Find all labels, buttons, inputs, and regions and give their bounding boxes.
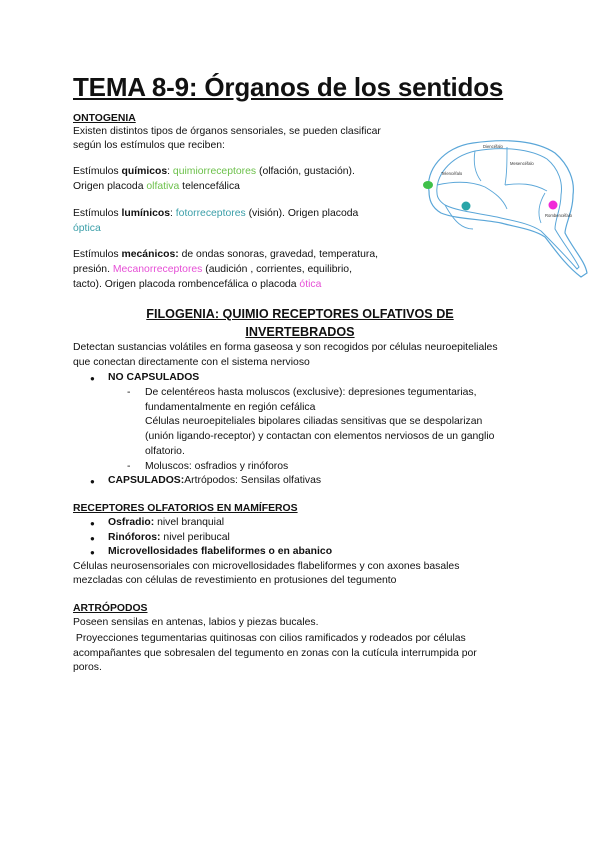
bold-term: Osfradio: [108,517,155,528]
dash-icon: - [127,387,131,398]
luminicos-line [73,207,358,222]
text-span: nivel peribucal [160,532,230,543]
divider-line [437,182,507,209]
paragraph-line: Detectan sustancias volátiles en forma gaseosa y son recogidos por células neuroepiteliales [73,342,498,353]
dash-icon: - [127,461,131,472]
colored-term: ótica [299,279,322,290]
colored-term: Mecanorreceptores [112,264,203,275]
mecanicos-line [73,248,378,263]
colored-term: olfativa [146,181,180,192]
colored-term: fotorreceptores [175,208,246,219]
luminicos-line-2: óptica [73,223,101,234]
text-span: presión. [73,264,113,275]
bold-term: mecánicos: [121,249,179,260]
paragraph-line: acompañantes que sobresalen del tegumento en zonas con la cutícula interrumpida por [73,648,477,659]
optic-placode-marker [462,202,471,211]
page-title: TEMA 8-9: Órganos de los sentidos [73,72,504,102]
bold-term: Rinóforos: [108,532,161,543]
mecanicos-line-2 [73,263,352,278]
bullet-item [108,474,321,489]
paragraph-line: según los estímulos que reciben: [73,140,225,151]
diagram-label: Mesencéfalo [510,161,534,166]
paragraph-line: Células neurosensoriales con microvellosidades flabeliformes y con axones basales [73,561,460,572]
quimicos-line-2 [73,180,240,195]
text-span: Origen placoda [73,181,147,192]
sub-item-line: olfatorio. [145,446,185,457]
diagram-label: Telencéfalo [441,171,463,176]
section-heading-filogenia: FILOGENIA: QUIMIO RECEPTORES OLFATIVOS DE [146,307,454,321]
olfactory-placode-marker [423,181,433,189]
divider-line [474,151,481,181]
section-heading-artropodos: ARTRÓPODOS [73,603,148,614]
paragraph-line: Proyecciones tegumentarias quitinosas con cilios ramificados y rodeados por células [73,633,466,644]
sub-item-line: Moluscos: osfradios y rinóforos [145,461,289,472]
text-span: (audición , corrientes, equilibrio, [202,264,352,275]
text-span: nivel branquial [154,517,225,528]
bullet-item: NO CAPSULADOS [108,372,200,383]
section-heading-mamiferos: RECEPTORES OLFATORIOS EN MAMÍFEROS [73,503,298,514]
text-span: tacto). Origen placoda rombencefálica o placoda [73,279,300,290]
divider-line [505,147,507,185]
sub-item-line: De celentéreos hasta moluscos (exclusive): depresiones tegumentarias, [145,387,477,398]
text-span: Estímulos [73,166,122,177]
inner-outline [437,149,579,269]
mecanicos-line-3 [73,278,321,293]
bullet-item [108,531,230,546]
section-heading-ontogenia: ONTOGENIA [73,113,136,124]
paragraph-line: que conectan directamente con el sistema nervioso [73,357,310,368]
paragraph-line: mezcladas con células de revestimiento en protusiones del tegumento [73,575,397,586]
text-span: : [170,208,176,219]
bullet-icon: ● [90,477,95,486]
sub-item-line: (unión ligando-receptor) y contactan con elementos nerviosos de un ganglio [145,431,495,442]
bullet-icon: ● [90,519,95,528]
embryo-brain-diagram [415,133,593,283]
bold-term: lumínicos [121,208,171,219]
diagram-label: Rombencéfalo [545,213,573,218]
text-span: (olfación, gustación). [256,166,355,177]
colored-term: quimiorreceptores [172,166,257,177]
otic-placode-marker [549,201,558,210]
divider-line [505,184,547,191]
paragraph-line: poros. [73,662,102,673]
bullet-icon: ● [90,374,95,383]
text-span: Estímulos [73,249,122,260]
text-span: telencefálica [179,181,240,192]
bullet-icon: ● [90,548,95,557]
divider-line [539,193,545,223]
bullet-item: Microvellosidades flabeliformes o en abanico [108,546,333,557]
bullet-icon: ● [90,534,95,543]
bold-term: químicos [121,166,168,177]
bullet-item [108,516,224,531]
paragraph-line: Existen distintos tipos de órganos sensoriales, se pueden clasificar [73,126,381,137]
sub-item-line: fundamentalmente en región cefálica [145,402,316,413]
text-span: : [167,166,173,177]
section-heading-filogenia-2: INVERTEBRADOS [245,325,355,339]
paragraph-line: Poseen sensilas en antenas, labios y piezas bucales. [73,617,319,628]
text-span: Estímulos [73,208,122,219]
diagram-label: Diencéfalo [483,144,503,149]
text-span: Artrópodos: Sensilas olfativas [184,475,322,486]
quimicos-line [73,165,355,180]
text-span: (visión). Origen placoda [245,208,359,219]
sub-item-line: Células neuroepiteliales bipolares ciliadas sensitivas que se despolarizan [145,416,483,427]
bold-term: CAPSULADOS: [108,475,185,486]
text-span: de ondas sonoras, gravedad, temperatura, [178,249,378,260]
